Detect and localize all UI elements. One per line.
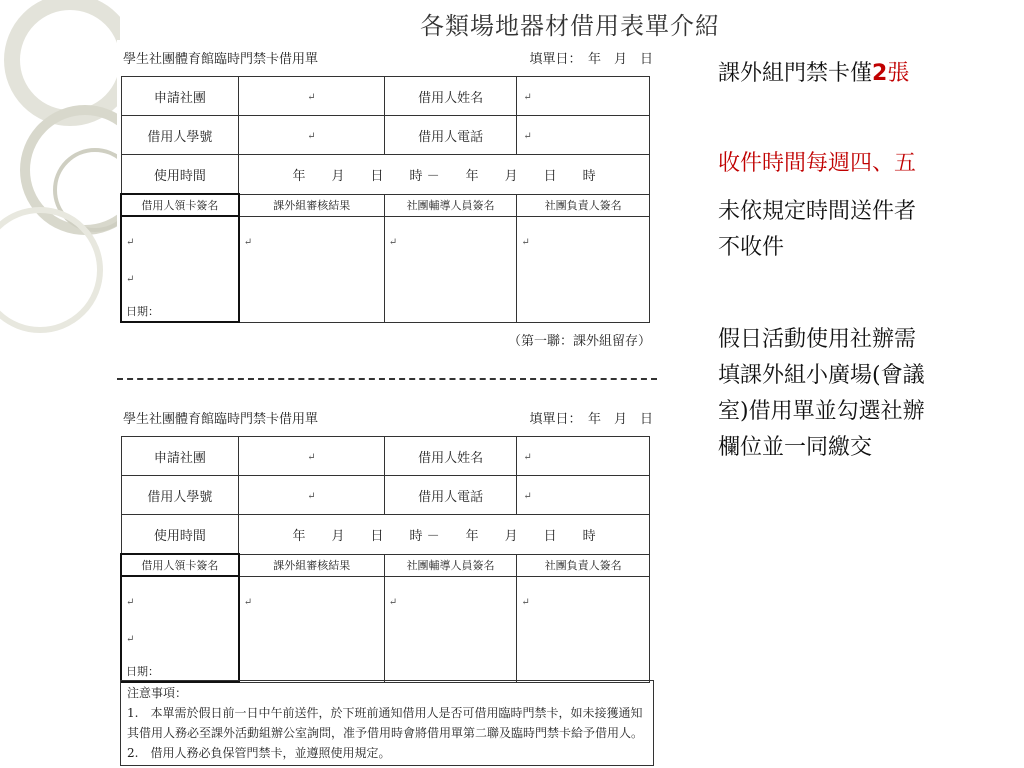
table-row [121,554,650,576]
sig-receiver-label: 借用人領卡簽名 [121,554,239,576]
table-row [121,116,650,155]
submission-time-note: 收件時間每週四、五 [718,151,917,176]
card-limit-unit: 張 [887,61,910,86]
notes-title: 注意事項： [127,686,188,700]
club-label: 申請社團 [121,77,239,116]
slide-title: 各類場地器材借用表單介紹 [420,12,720,40]
fill-date-label: 填單日： 年 月 日 [529,52,653,67]
copy-retain-note: （第一聯：課外組留存） [507,334,651,349]
holiday-note-line: 室)借用單並勾選社辦 [718,399,925,424]
club-field[interactable]: ↵ [239,77,385,116]
student-id-field[interactable]: ↵ [239,116,385,155]
sig-advisor-field[interactable]: ↵ [384,576,517,682]
sig-review-label: 課外組審核結果 [239,554,385,576]
phone-field[interactable]: ↵ [517,476,650,515]
sig-leader-label: 社團負責人簽名 [517,554,650,576]
sig-receiver-field[interactable]: ↵ ↵ 日期： [121,216,239,322]
form-name: 學生社團體育館臨時門禁卡借用單 [123,52,319,67]
borrower-name-field[interactable]: ↵ [517,77,650,116]
table-row [121,576,650,682]
form-table [120,436,650,683]
sig-leader-field[interactable]: ↵ [517,216,650,322]
form-document [117,40,657,768]
form-header [123,46,653,68]
student-id-label: 借用人學號 [121,116,239,155]
holiday-note-line: 欄位並一同繳交 [718,435,873,460]
sig-receiver-field[interactable]: ↵ ↵ 日期： [121,576,239,682]
late-note-line: 不收件 [718,235,785,260]
table-row [121,476,650,515]
sig-review-field[interactable]: ↵ [239,216,385,322]
borrower-name-field[interactable]: ↵ [517,437,650,476]
table-row [121,515,650,555]
phone-label: 借用人電話 [384,116,517,155]
sig-receiver-label: 借用人領卡簽名 [121,194,239,216]
form-table [120,76,650,323]
sig-review-field[interactable]: ↵ [239,576,385,682]
holiday-club-room-note [718,322,925,466]
sig-leader-field[interactable]: ↵ [517,576,650,682]
club-field[interactable]: ↵ [239,437,385,476]
note-item: 1. 本單需於假日前一日中午前送件，於下班前通知借用人是否可借用臨時門禁卡，如未接獲通知其借用人務必至課外活動組辦公室詢問，准予借用時會將借用單第二聯及臨時門禁卡給予借用人。 [127,706,644,740]
student-id-field[interactable]: ↵ [239,476,385,515]
fill-date-label: 填單日： 年 月 日 [529,412,653,427]
note-item: 2. 借用人務必負保管門禁卡，並遵照使用規定。 [127,746,391,760]
date-label: 日期： [126,665,159,678]
card-limit-note [718,56,909,92]
table-row [121,194,650,216]
table-row [121,216,650,322]
table-row [121,437,650,476]
sig-review-label: 課外組審核結果 [239,194,385,216]
date-label: 日期： [126,305,159,318]
holiday-note-line: 填課外組小廣場(會議 [718,363,925,388]
table-row [121,77,650,116]
decorative-swirl [0,0,120,768]
use-time-field[interactable]: 年 月 日 時 － 年 月 日 時 [239,515,650,555]
borrower-name-label: 借用人姓名 [384,77,517,116]
form-header [123,406,653,428]
sig-advisor-label: 社團輔導人員簽名 [384,554,517,576]
form-name: 學生社團體育館臨時門禁卡借用單 [123,412,319,427]
notes-section [120,680,654,766]
sig-leader-label: 社團負責人簽名 [517,194,650,216]
sig-advisor-label: 社團輔導人員簽名 [384,194,517,216]
late-submission-note [718,194,916,266]
borrower-name-label: 借用人姓名 [384,437,517,476]
club-label: 申請社團 [121,437,239,476]
card-limit-count: 2 [872,61,888,86]
late-note-line: 未依規定時間送件者 [718,199,917,224]
card-limit-text: 課外組門禁卡僅 [718,61,873,86]
use-time-label: 使用時間 [121,515,239,555]
student-id-label: 借用人學號 [121,476,239,515]
use-time-label: 使用時間 [121,155,239,195]
phone-label: 借用人電話 [384,476,517,515]
table-row [121,155,650,195]
cut-line [117,378,657,380]
holiday-note-line: 假日活動使用社辦需 [718,327,917,352]
use-time-field[interactable]: 年 月 日 時 － 年 月 日 時 [239,155,650,195]
sig-advisor-field[interactable]: ↵ [384,216,517,322]
phone-field[interactable]: ↵ [517,116,650,155]
